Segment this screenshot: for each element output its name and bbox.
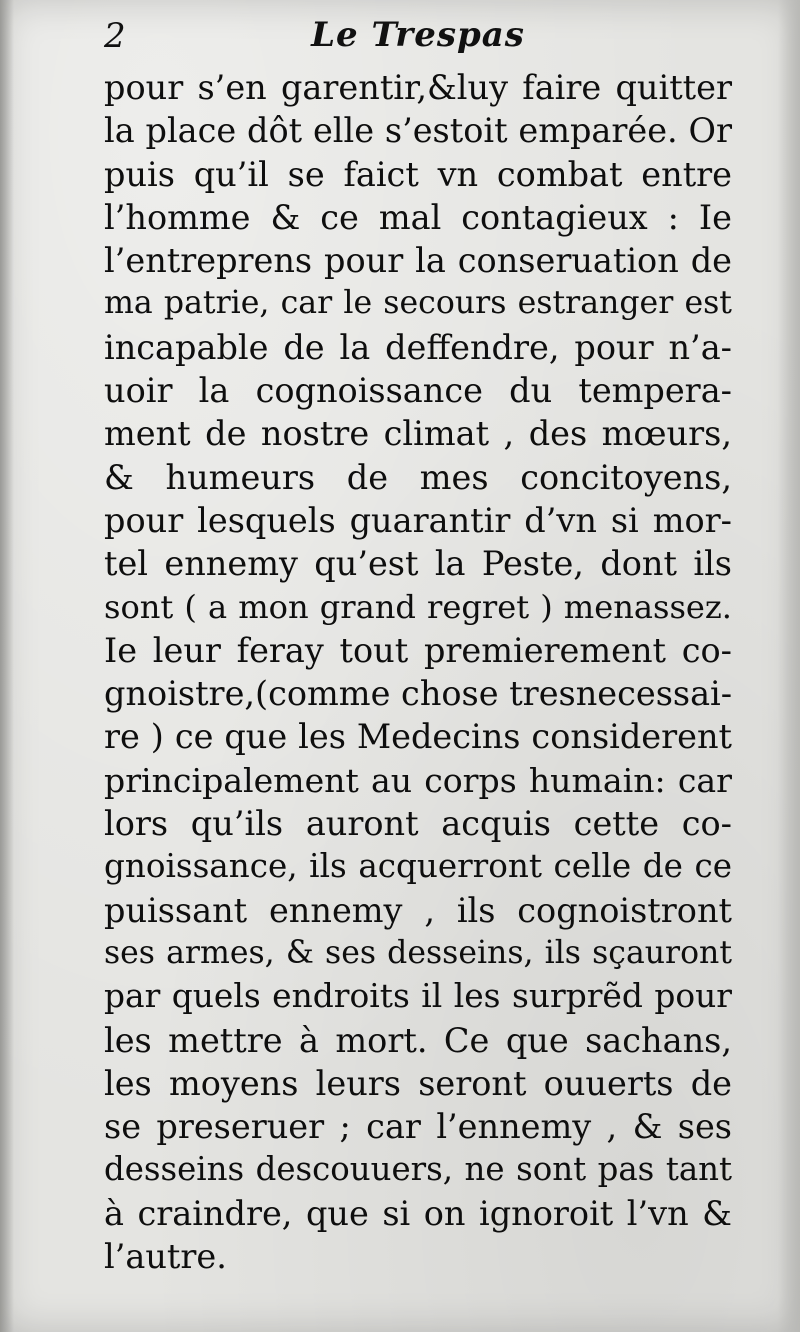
text-line: tel ennemy qu’est la Peste, dont ils bbox=[104, 544, 732, 584]
page-right-edge-shadow bbox=[778, 0, 800, 1332]
text-line: incapable de la deffendre, pour n’a- bbox=[104, 327, 732, 367]
text-line: lors qu’ils auront acquis cette co- bbox=[104, 804, 732, 844]
text-line: l’autre. bbox=[104, 1237, 227, 1277]
text-line: sont ( a mon grand regret ) menassez. bbox=[104, 587, 732, 626]
text-line: la place dôt elle s’estoit emparée. Or bbox=[104, 111, 732, 151]
page-number: 2 bbox=[104, 16, 126, 56]
text-line: puissant ennemy , ils cognoistront bbox=[104, 890, 732, 930]
text-line: gnoissance, ils acquerront celle de ce bbox=[104, 847, 732, 886]
text-line: l’homme & ce mal contagieux : Ie bbox=[104, 197, 732, 237]
text-line: ses armes, & ses desseins, ils sçauront bbox=[104, 934, 732, 971]
text-line: desseins descouuers, ne sont pas tant bbox=[104, 1150, 732, 1189]
text-line: re ) ce que les Medecins considerent bbox=[104, 717, 732, 757]
text-line: par quels endroits il les surprẽd pour bbox=[104, 977, 732, 1016]
text-line: à craindre, que si on ignoroit l’vn & bbox=[104, 1193, 732, 1233]
text-line: se preseruer ; car l’ennemy , & ses bbox=[104, 1107, 732, 1147]
text-line: puis qu’il se faict vn combat entre bbox=[104, 154, 732, 194]
text-line: l’entreprens pour la conseruation de bbox=[104, 241, 732, 281]
running-title: Le Trespas bbox=[311, 15, 525, 55]
text-line: pour lesquels guarantir d’vn si mor- bbox=[104, 500, 732, 540]
text-line: gnoistre,(comme chose tresnecessai- bbox=[104, 674, 733, 714]
text-line: uoir la cognoissance du tempera- bbox=[104, 371, 732, 411]
text-line: les moyens leurs seront ouuerts de bbox=[104, 1063, 732, 1103]
text-line: pour s’en garentir,&luy faire quitter bbox=[104, 68, 732, 107]
page-left-edge-shadow bbox=[0, 0, 14, 1332]
text-line: & humeurs de mes concitoyens, bbox=[104, 457, 732, 497]
page-header bbox=[104, 14, 732, 60]
text-line: les mettre à mort. Ce que sachans, bbox=[104, 1020, 732, 1060]
text-line: Ie leur feray tout premierement co- bbox=[104, 630, 732, 670]
text-line: ma patrie, car le secours estranger est bbox=[104, 285, 732, 322]
text-line: principalement au corps humain: car bbox=[104, 760, 732, 800]
text-line: ment de nostre climat , des mœurs, bbox=[104, 414, 732, 454]
body-text bbox=[104, 66, 732, 1278]
